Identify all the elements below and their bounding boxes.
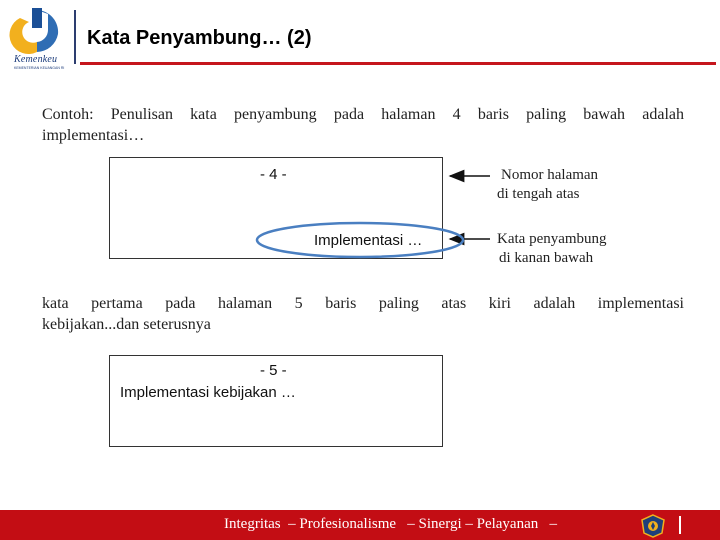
ministry-emblem-icon (640, 514, 666, 538)
intro-line-1: Contoh: Penulisan kata penyambung pada halaman 4 baris paling bawah adalah (42, 106, 684, 123)
note-connector-line-1: Kata penyambung (497, 231, 607, 247)
intro-line-2: implementasi… (42, 127, 145, 144)
continuation-line-1: kata pertama pada halaman 5 baris paling atas kiri adalah implementasi (42, 295, 684, 312)
page-5-first-words: Implementasi kebijakan … (120, 384, 296, 401)
page-5-number: - 5 - (260, 362, 287, 379)
page-4-number: - 4 - (260, 166, 287, 183)
note-page-number-line-1: Nomor halaman (501, 167, 599, 183)
logo-subcaption: KEMENTERIAN KEUANGAN RI (14, 66, 65, 70)
footer-bar (0, 510, 720, 540)
note-connector-line-2: di kanan bawah (499, 250, 594, 266)
page-title: Kata Penyambung… (2) (87, 27, 312, 49)
footer-motto: Integritas – Profesionalisme – Sinergi – Pelayanan – (224, 516, 557, 532)
footer-divider (679, 516, 681, 534)
page-4-connector-word: Implementasi … (314, 232, 423, 249)
continuation-line-2: kebijakan...dan seterusnya (42, 316, 211, 333)
note-page-number-line-2: di tengah atas (497, 186, 580, 202)
connector-highlight-ellipse (257, 223, 463, 257)
logo-caption: Kemenkeu (14, 54, 58, 65)
